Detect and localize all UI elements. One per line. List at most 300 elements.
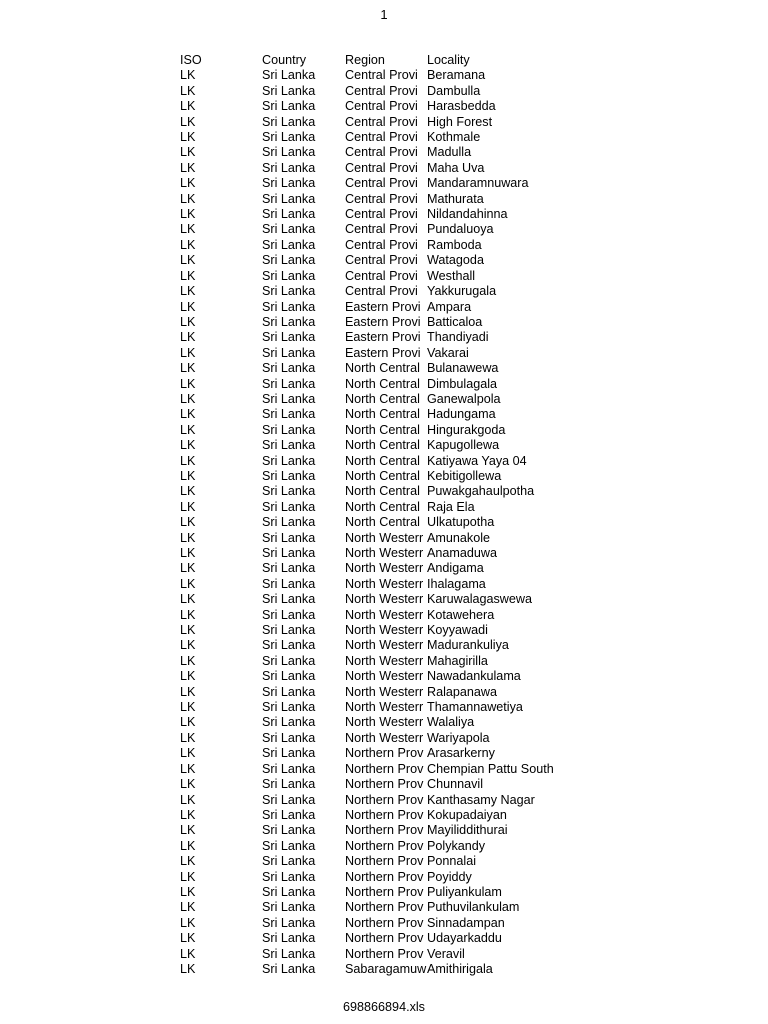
- cell-locality: Hadungama: [427, 407, 496, 422]
- table-row: [180, 222, 627, 237]
- table-row: [180, 839, 627, 854]
- cell-locality: Poyiddy: [427, 869, 472, 884]
- cell-country: Sri Lanka: [262, 438, 316, 453]
- table-row: [180, 392, 627, 407]
- cell-country: Sri Lanka: [262, 83, 316, 98]
- cell-iso: LK: [180, 530, 196, 545]
- table-row: [180, 253, 627, 268]
- cell-locality: Amithirigala: [427, 961, 493, 976]
- cell-iso: LK: [180, 684, 196, 699]
- cell-region: North Westerr: [345, 684, 424, 699]
- table-row: [180, 762, 627, 777]
- cell-iso: LK: [180, 160, 196, 175]
- cell-iso: LK: [180, 946, 196, 961]
- table-row: [180, 793, 627, 808]
- cell-country: Sri Lanka: [262, 391, 316, 406]
- header-region: Region: [345, 53, 385, 67]
- table-row: [180, 669, 627, 684]
- cell-iso: LK: [180, 931, 196, 946]
- cell-country: Sri Lanka: [262, 946, 316, 961]
- cell-region: Northern Prov: [345, 884, 424, 899]
- header-iso: ISO: [180, 53, 202, 67]
- cell-region: North Westerr: [345, 576, 424, 591]
- cell-iso: LK: [180, 792, 196, 807]
- table-row: [180, 469, 627, 484]
- cell-locality: Madurankuliya: [427, 638, 509, 653]
- cell-iso: LK: [180, 130, 196, 145]
- cell-region: Eastern Provi: [345, 345, 421, 360]
- cell-locality: Hingurakgoda: [427, 422, 506, 437]
- cell-locality: Mahagirilla: [427, 653, 488, 668]
- cell-iso: LK: [180, 499, 196, 514]
- cell-country: Sri Lanka: [262, 931, 316, 946]
- cell-region: North Westerr: [345, 638, 424, 653]
- cell-country: Sri Lanka: [262, 330, 316, 345]
- cell-region: North Westerr: [345, 607, 424, 622]
- cell-region: Northern Prov: [345, 823, 424, 838]
- cell-country: Sri Lanka: [262, 546, 316, 560]
- table-row: [180, 192, 627, 207]
- cell-iso: LK: [180, 592, 196, 607]
- cell-iso: LK: [180, 746, 196, 761]
- table-row: [180, 361, 627, 376]
- cell-locality: Mandaramnuwara: [427, 176, 529, 191]
- cell-region: North Westerr: [345, 623, 424, 638]
- cell-locality: Arasarkerny: [427, 746, 495, 761]
- cell-country: Sri Lanka: [262, 961, 316, 976]
- cell-region: Northern Prov: [345, 946, 424, 961]
- cell-country: Sri Lanka: [262, 607, 316, 622]
- table-row: [180, 423, 627, 438]
- cell-country: Sri Lanka: [262, 730, 316, 745]
- cell-region: North Central: [345, 468, 420, 483]
- table-row: [180, 115, 627, 130]
- cell-locality: Kebitigollewa: [427, 468, 502, 483]
- cell-region: Central Provi: [345, 160, 418, 175]
- cell-country: Sri Lanka: [262, 422, 316, 437]
- cell-country: Sri Lanka: [262, 854, 316, 869]
- table-row: [180, 438, 627, 453]
- cell-iso: LK: [180, 391, 196, 406]
- cell-country: Sri Lanka: [262, 207, 316, 222]
- cell-iso: LK: [180, 468, 196, 483]
- cell-locality: Dambulla: [427, 83, 481, 98]
- cell-country: Sri Lanka: [262, 684, 316, 699]
- cell-country: Sri Lanka: [262, 777, 316, 792]
- cell-iso: LK: [180, 438, 196, 453]
- table-row: [180, 145, 627, 160]
- cell-country: Sri Lanka: [262, 237, 316, 252]
- cell-iso: LK: [180, 715, 196, 730]
- cell-country: Sri Lanka: [262, 314, 316, 329]
- table-row: [180, 777, 627, 792]
- cell-region: Northern Prov: [345, 931, 424, 946]
- cell-iso: LK: [180, 99, 196, 114]
- cell-locality: Kothmale: [427, 130, 481, 145]
- cell-locality: Batticaloa: [427, 314, 483, 329]
- table-row: [180, 808, 627, 823]
- cell-locality: Ampara: [427, 299, 472, 314]
- cell-region: Sabaragamuw: [345, 961, 427, 976]
- table-row: [180, 546, 627, 561]
- cell-iso: LK: [180, 900, 196, 915]
- cell-region: Central Provi: [345, 83, 418, 98]
- table-row: [180, 715, 627, 730]
- cell-country: Sri Lanka: [262, 114, 316, 129]
- table-row: [180, 484, 627, 499]
- table-row: [180, 685, 627, 700]
- cell-region: North Central: [345, 515, 420, 530]
- cell-iso: LK: [180, 68, 196, 83]
- cell-locality: Dimbulagala: [427, 376, 498, 391]
- cell-iso: LK: [180, 191, 196, 206]
- cell-region: North Central: [345, 376, 420, 391]
- cell-country: Sri Lanka: [262, 807, 316, 822]
- cell-region: North Westerr: [345, 561, 424, 576]
- table-row: [180, 330, 627, 345]
- table-row: [180, 500, 627, 515]
- header-locality: Locality: [427, 53, 470, 67]
- table-row: [180, 900, 627, 915]
- cell-region: Central Provi: [345, 253, 418, 268]
- cell-country: Sri Lanka: [262, 900, 316, 915]
- cell-locality: Chempian Pattu South: [427, 761, 554, 776]
- table-row: [180, 315, 627, 330]
- cell-country: Sri Lanka: [262, 361, 316, 376]
- file-name-footer: 698866894.xls: [343, 1000, 425, 1014]
- cell-region: Eastern Provi: [345, 299, 421, 314]
- cell-country: Sri Lanka: [262, 176, 316, 191]
- table-row: [180, 454, 627, 469]
- cell-iso: LK: [180, 145, 196, 160]
- cell-locality: Karuwalagaswewa: [427, 592, 533, 607]
- cell-region: Central Provi: [345, 237, 418, 252]
- cell-region: Central Provi: [345, 114, 418, 129]
- cell-locality: Vakarai: [427, 345, 469, 360]
- cell-locality: Katiyawa Yaya 04: [427, 453, 527, 468]
- cell-locality: Ganewalpola: [427, 391, 501, 406]
- cell-iso: LK: [180, 515, 196, 530]
- cell-iso: LK: [180, 607, 196, 622]
- cell-region: Central Provi: [345, 268, 418, 283]
- cell-country: Sri Lanka: [262, 869, 316, 884]
- cell-country: Sri Lanka: [262, 592, 316, 607]
- cell-country: Sri Lanka: [262, 222, 316, 237]
- cell-country: Sri Lanka: [262, 253, 316, 268]
- cell-region: North Westerr: [345, 700, 424, 715]
- cell-region: Eastern Provi: [345, 314, 421, 329]
- table-row: [180, 561, 627, 576]
- table-row: [180, 916, 627, 931]
- cell-iso: LK: [180, 576, 196, 591]
- cell-iso: LK: [180, 546, 196, 560]
- cell-locality: Walaliya: [427, 715, 475, 730]
- cell-country: Sri Lanka: [262, 653, 316, 668]
- table-body: [180, 68, 627, 977]
- cell-region: North Central: [345, 453, 420, 468]
- cell-region: North Central: [345, 422, 420, 437]
- cell-locality: Ulkatupotha: [427, 515, 495, 530]
- cell-iso: LK: [180, 638, 196, 653]
- cell-iso: LK: [180, 453, 196, 468]
- cell-country: Sri Lanka: [262, 145, 316, 160]
- cell-country: Sri Lanka: [262, 715, 316, 730]
- table-row: [180, 870, 627, 885]
- cell-iso: LK: [180, 823, 196, 838]
- cell-region: Central Provi: [345, 99, 418, 114]
- table-row: [180, 346, 627, 361]
- cell-country: Sri Lanka: [262, 838, 316, 853]
- cell-region: Central Provi: [345, 176, 418, 191]
- table-row: [180, 515, 627, 530]
- table-row: [180, 592, 627, 607]
- table-row: [180, 854, 627, 869]
- cell-iso: LK: [180, 299, 196, 314]
- cell-region: North Central: [345, 361, 420, 376]
- cell-locality: Bulanawewa: [427, 361, 499, 376]
- cell-country: Sri Lanka: [262, 453, 316, 468]
- cell-country: Sri Lanka: [262, 99, 316, 114]
- table-row: [180, 654, 627, 669]
- cell-region: North Westerr: [345, 669, 424, 684]
- cell-iso: LK: [180, 422, 196, 437]
- table-row: [180, 130, 627, 145]
- cell-region: Central Provi: [345, 68, 418, 83]
- table-row: [180, 608, 627, 623]
- cell-locality: Kapugollewa: [427, 438, 500, 453]
- cell-locality: Ponnalai: [427, 854, 477, 869]
- cell-iso: LK: [180, 237, 196, 252]
- cell-locality: Ihalagama: [427, 576, 486, 591]
- table-row: [180, 269, 627, 284]
- cell-region: Northern Prov: [345, 761, 424, 776]
- table-row: [180, 638, 627, 653]
- cell-locality: Anamaduwa: [427, 546, 498, 560]
- cell-iso: LK: [180, 114, 196, 129]
- cell-locality: High Forest: [427, 114, 493, 129]
- cell-region: North Central: [345, 407, 420, 422]
- cell-region: North Westerr: [345, 592, 424, 607]
- cell-iso: LK: [180, 915, 196, 930]
- cell-country: Sri Lanka: [262, 884, 316, 899]
- cell-country: Sri Lanka: [262, 160, 316, 175]
- cell-country: Sri Lanka: [262, 284, 316, 299]
- cell-region: North Central: [345, 438, 420, 453]
- cell-country: Sri Lanka: [262, 576, 316, 591]
- cell-locality: Yakkurugala: [427, 284, 497, 299]
- table-header-row: [180, 53, 627, 68]
- table-row: [180, 623, 627, 638]
- cell-region: North Central: [345, 499, 420, 514]
- table-row: [180, 947, 627, 962]
- table-row: [180, 746, 627, 761]
- cell-locality: Nawadankulama: [427, 669, 521, 684]
- cell-locality: Madulla: [427, 145, 472, 160]
- table-row: [180, 176, 627, 191]
- cell-iso: LK: [180, 376, 196, 391]
- cell-region: Central Provi: [345, 145, 418, 160]
- cell-country: Sri Lanka: [262, 407, 316, 422]
- cell-region: Northern Prov: [345, 869, 424, 884]
- cell-country: Sri Lanka: [262, 746, 316, 761]
- cell-region: Central Provi: [345, 130, 418, 145]
- table-row: [180, 700, 627, 715]
- cell-country: Sri Lanka: [262, 468, 316, 483]
- cell-country: Sri Lanka: [262, 915, 316, 930]
- cell-region: North Central: [345, 391, 420, 406]
- table-row: [180, 885, 627, 900]
- cell-country: Sri Lanka: [262, 484, 316, 499]
- cell-locality: Veravil: [427, 946, 465, 961]
- cell-locality: Beramana: [427, 68, 486, 83]
- cell-locality: Nildandahinna: [427, 207, 508, 222]
- cell-locality: Kokupadaiyan: [427, 807, 507, 822]
- table-row: [180, 68, 627, 83]
- cell-locality: Thamannawetiya: [427, 700, 523, 715]
- cell-locality: Mathurata: [427, 191, 484, 206]
- cell-country: Sri Lanka: [262, 515, 316, 530]
- cell-region: Central Provi: [345, 284, 418, 299]
- cell-iso: LK: [180, 407, 196, 422]
- cell-locality: Westhall: [427, 268, 476, 283]
- cell-country: Sri Lanka: [262, 345, 316, 360]
- cell-locality: Udayarkaddu: [427, 931, 502, 946]
- cell-iso: LK: [180, 838, 196, 853]
- cell-region: Northern Prov: [345, 915, 424, 930]
- table-row: [180, 531, 627, 546]
- cell-locality: Sinnadampan: [427, 915, 505, 930]
- cell-iso: LK: [180, 176, 196, 191]
- cell-iso: LK: [180, 284, 196, 299]
- cell-country: Sri Lanka: [262, 499, 316, 514]
- cell-locality: Maha Uva: [427, 160, 485, 175]
- cell-region: Northern Prov: [345, 854, 424, 869]
- cell-country: Sri Lanka: [262, 268, 316, 283]
- cell-country: Sri Lanka: [262, 638, 316, 653]
- cell-region: North Central: [345, 484, 420, 499]
- cell-locality: Ralapanawa: [427, 684, 498, 699]
- cell-region: North Westerr: [345, 530, 424, 545]
- table-row: [180, 931, 627, 946]
- cell-region: North Westerr: [345, 546, 424, 560]
- cell-iso: LK: [180, 777, 196, 792]
- cell-locality: Mayiliddithurai: [427, 823, 508, 838]
- cell-iso: LK: [180, 669, 196, 684]
- table-row: [180, 300, 627, 315]
- cell-region: Central Provi: [345, 222, 418, 237]
- cell-iso: LK: [180, 869, 196, 884]
- cell-iso: LK: [180, 623, 196, 638]
- cell-locality: Andigama: [427, 561, 484, 576]
- table-row: [180, 731, 627, 746]
- cell-iso: LK: [180, 653, 196, 668]
- cell-country: Sri Lanka: [262, 623, 316, 638]
- cell-locality: Watagoda: [427, 253, 484, 268]
- cell-iso: LK: [180, 83, 196, 98]
- cell-locality: Puwakgahaulpotha: [427, 484, 535, 499]
- cell-country: Sri Lanka: [262, 68, 316, 83]
- table-row: [180, 284, 627, 299]
- cell-locality: Kanthasamy Nagar: [427, 792, 535, 807]
- cell-iso: LK: [180, 330, 196, 345]
- cell-region: North Westerr: [345, 730, 424, 745]
- cell-iso: LK: [180, 884, 196, 899]
- cell-country: Sri Lanka: [262, 376, 316, 391]
- cell-iso: LK: [180, 361, 196, 376]
- cell-country: Sri Lanka: [262, 299, 316, 314]
- cell-iso: LK: [180, 484, 196, 499]
- table-row: [180, 407, 627, 422]
- cell-locality: Chunnavil: [427, 777, 484, 792]
- table-row: [180, 377, 627, 392]
- locality-table: [180, 53, 627, 977]
- cell-region: Northern Prov: [345, 792, 424, 807]
- cell-iso: LK: [180, 253, 196, 268]
- table-row: [180, 207, 627, 222]
- page-number: 1: [380, 7, 388, 22]
- cell-locality: Harasbedda: [427, 99, 496, 114]
- cell-locality: Polykandy: [427, 838, 486, 853]
- header-country: Country: [262, 53, 307, 67]
- cell-locality: Raja Ela: [427, 499, 475, 514]
- cell-iso: LK: [180, 222, 196, 237]
- cell-region: Eastern Provi: [345, 330, 421, 345]
- cell-country: Sri Lanka: [262, 761, 316, 776]
- cell-iso: LK: [180, 345, 196, 360]
- cell-region: North Westerr: [345, 715, 424, 730]
- cell-locality: Puliyankulam: [427, 884, 502, 899]
- cell-region: North Westerr: [345, 653, 424, 668]
- cell-locality: Puthuvilankulam: [427, 900, 520, 915]
- table-row: [180, 161, 627, 176]
- cell-country: Sri Lanka: [262, 823, 316, 838]
- cell-country: Sri Lanka: [262, 669, 316, 684]
- cell-locality: Thandiyadi: [427, 330, 489, 345]
- cell-region: Central Provi: [345, 191, 418, 206]
- table-row: [180, 823, 627, 838]
- cell-country: Sri Lanka: [262, 792, 316, 807]
- cell-iso: LK: [180, 700, 196, 715]
- table-row: [180, 238, 627, 253]
- cell-iso: LK: [180, 268, 196, 283]
- cell-iso: LK: [180, 961, 196, 976]
- cell-locality: Wariyapola: [427, 730, 490, 745]
- table-row: [180, 99, 627, 114]
- cell-locality: Kotawehera: [427, 607, 495, 622]
- cell-locality: Amunakole: [427, 530, 491, 545]
- cell-iso: LK: [180, 807, 196, 822]
- cell-country: Sri Lanka: [262, 700, 316, 715]
- table-row: [180, 577, 627, 592]
- cell-region: Northern Prov: [345, 807, 424, 822]
- cell-iso: LK: [180, 561, 196, 576]
- cell-locality: Pundaluoya: [427, 222, 494, 237]
- cell-region: Central Provi: [345, 207, 418, 222]
- cell-iso: LK: [180, 761, 196, 776]
- table-row: [180, 84, 627, 99]
- cell-region: Northern Prov: [345, 777, 424, 792]
- cell-region: Northern Prov: [345, 838, 424, 853]
- cell-iso: LK: [180, 854, 196, 869]
- cell-country: Sri Lanka: [262, 130, 316, 145]
- cell-country: Sri Lanka: [262, 530, 316, 545]
- cell-country: Sri Lanka: [262, 561, 316, 576]
- cell-iso: LK: [180, 207, 196, 222]
- table-row: [180, 962, 627, 977]
- cell-locality: Ramboda: [427, 237, 482, 252]
- cell-locality: Koyyawadi: [427, 623, 488, 638]
- cell-region: Northern Prov: [345, 900, 424, 915]
